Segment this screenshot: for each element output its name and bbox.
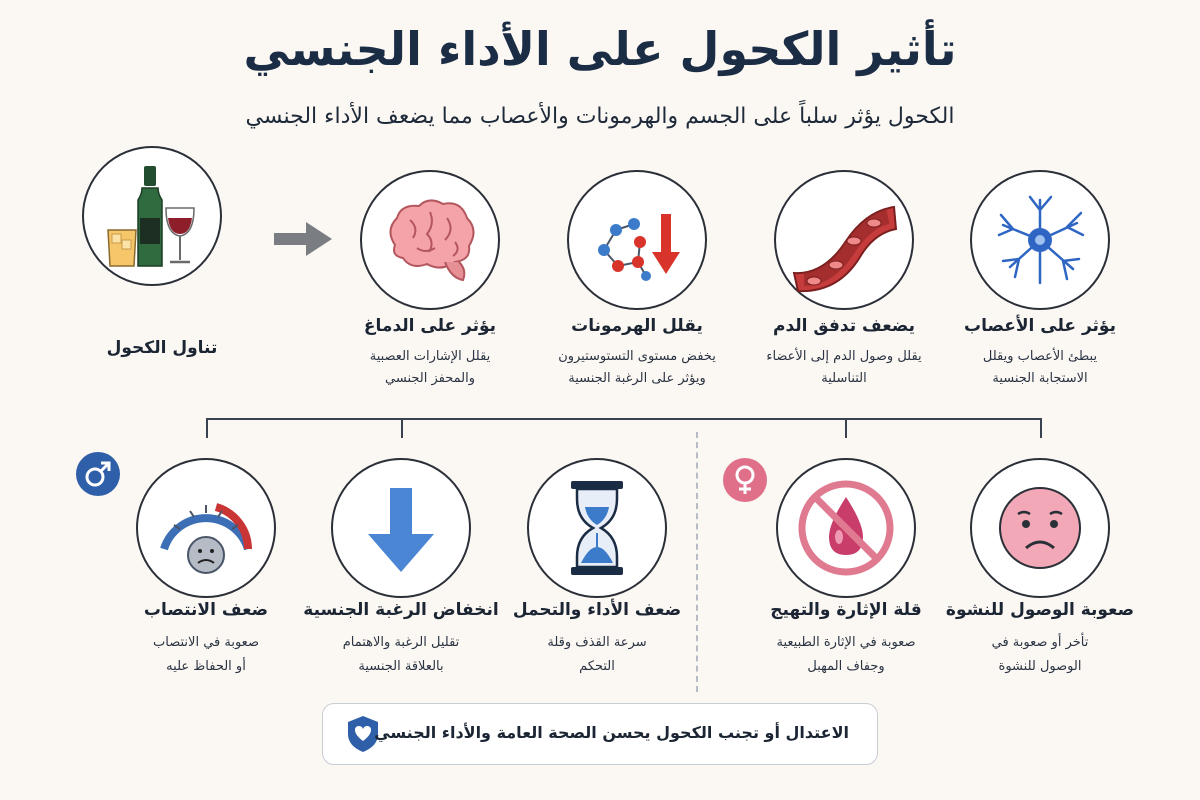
hourglass-icon bbox=[527, 458, 667, 598]
footer-text: الاعتدال أو تجنب الكحول يحسن الصحة العامة والأداء الجنسي bbox=[374, 723, 849, 742]
sad-face-icon bbox=[970, 458, 1110, 598]
male-effect-stamina-desc-2: التحكم bbox=[579, 659, 615, 674]
no-drop-icon bbox=[776, 458, 916, 598]
female-effect-orgasm-desc-2: الوصول للنشوة bbox=[998, 659, 1082, 674]
page-subtitle: الكحول يؤثر سلباً على الجسم والهرمونات والأعصاب مما يضعف الأداء الجنسي bbox=[245, 104, 955, 129]
alcohol-drinks-icon bbox=[82, 146, 222, 286]
male-effect-stamina-title: ضعف الأداء والتحمل bbox=[512, 600, 682, 620]
neuron-icon bbox=[970, 170, 1110, 310]
female-effect-arousal-title: قلة الإثارة والتهيج bbox=[770, 600, 922, 620]
arrow-down-icon bbox=[331, 458, 471, 598]
effect-brain-desc-1: يقلل الإشارات العصبية bbox=[369, 349, 491, 364]
effect-brain-title: يؤثر على الدماغ bbox=[363, 316, 497, 336]
effect-nerves-title: يؤثر على الأعصاب bbox=[964, 316, 1116, 336]
effect-nerves-desc-2: الاستجابة الجنسية bbox=[992, 371, 1088, 386]
female-effect-arousal-desc-2: وجفاف المهبل bbox=[807, 659, 885, 674]
effect-blood-title: يضعف تدفق الدم bbox=[773, 316, 915, 336]
connector-tick bbox=[845, 418, 847, 438]
brain-icon bbox=[360, 170, 500, 310]
female-effect-arousal-desc-1: صعوبة في الإثارة الطبيعية bbox=[776, 635, 916, 650]
gauge-sad-icon bbox=[136, 458, 276, 598]
male-effect-erection-desc-1: صعوبة في الانتصاب bbox=[153, 635, 259, 650]
connector-tick bbox=[401, 418, 403, 438]
effect-blood-desc-2: التناسلية bbox=[821, 371, 867, 386]
male-effect-desire-desc-1: تقليل الرغبة والاهتمام bbox=[342, 635, 460, 650]
blood-vessel-icon bbox=[774, 170, 914, 310]
connector-tick bbox=[1040, 418, 1042, 438]
page-title: تأثير الكحول على الأداء الجنسي bbox=[243, 22, 957, 76]
source-label: تناول الكحول bbox=[106, 338, 218, 358]
effect-hormones-title: يقلل الهرمونات bbox=[571, 316, 703, 336]
female-effect-orgasm-desc-1: تأخر أو صعوبة في bbox=[991, 635, 1089, 650]
connector-horizontal bbox=[206, 418, 1042, 420]
footer-note bbox=[322, 703, 878, 765]
male-effect-erection-desc-2: أو الحفاظ عليه bbox=[166, 659, 246, 674]
effect-blood-desc-1: يقلل وصول الدم إلى الأعضاء bbox=[766, 349, 922, 364]
effect-hormones-desc-2: ويؤثر على الرغبة الجنسية bbox=[568, 371, 706, 386]
effect-hormones-desc-1: يخفض مستوى التستوستيرون bbox=[558, 349, 716, 364]
male-effect-stamina-desc-1: سرعة القذف وقلة bbox=[547, 635, 647, 650]
female-effect-orgasm-title: صعوبة الوصول للنشوة bbox=[945, 600, 1135, 620]
male-effect-desire-title: انخفاض الرغبة الجنسية bbox=[303, 600, 499, 620]
male-effect-erection-title: ضعف الانتصاب bbox=[143, 600, 269, 620]
effect-brain-desc-2: والمحفز الجنسي bbox=[385, 371, 475, 386]
male-effect-desire-desc-2: بالعلاقة الجنسية bbox=[358, 659, 444, 674]
effect-nerves-desc-1: يبطئ الأعصاب ويقلل bbox=[982, 349, 1098, 364]
female-symbol-icon bbox=[723, 458, 767, 502]
arrow-right-icon bbox=[274, 222, 332, 260]
male-symbol-icon bbox=[76, 452, 120, 496]
connector-tick bbox=[206, 418, 208, 438]
hormone-molecule-icon bbox=[567, 170, 707, 310]
